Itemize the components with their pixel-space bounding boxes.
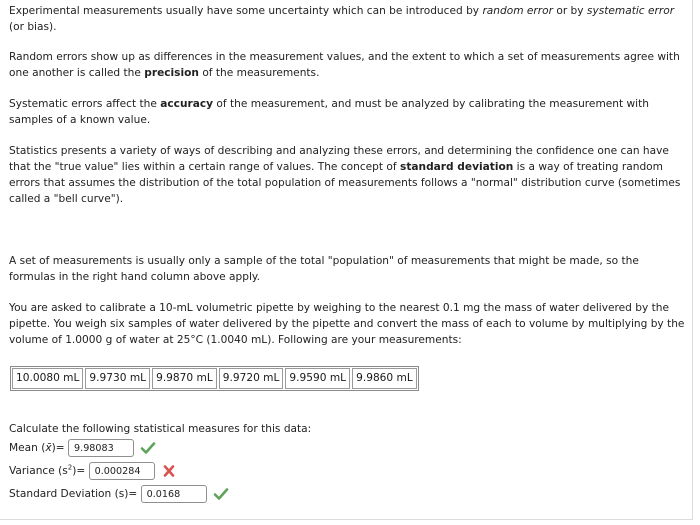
random-error-paragraph: Random errors show up as differences in the measurement values, and the extent to which a set of measurements agree with one another is called the precision of the measurements. bbox=[9, 51, 680, 79]
sd-row bbox=[9, 485, 229, 503]
sd-label: Standard Deviation (s)= bbox=[9, 488, 141, 500]
check-icon bbox=[213, 487, 229, 501]
sample-paragraph: A set of measurements is usually only a sample of the total "population" of measurements that might be made, so the formulas in the right hand column above apply. bbox=[9, 255, 639, 283]
mean-label: Mean (x̄)= bbox=[9, 442, 69, 454]
check-icon bbox=[140, 441, 156, 455]
measurements-table bbox=[10, 366, 419, 391]
measurement-cell: 9.9730 mL bbox=[85, 368, 150, 389]
task-paragraph: You are asked to calibrate a 10-mL volumetric pipette by weighing to the nearest 0.1 mg the mass of water delivered by the pipette. You weigh six samples of water delivered by the pipette and convert the mass of each to volume by multiplying by the volume of 1.0000 g of water at 25°C (1.0040 mL). Following are your measurements: bbox=[9, 302, 685, 346]
variance-label: Variance $(s^2)=$ bbox=[9, 463, 89, 477]
variance-row bbox=[9, 462, 177, 480]
statistics-paragraph: Statistics presents a variety of ways of describing and analyzing these errors, and determining the confidence one can have that the "true value" lies within a certain range of values. The concept of standard deviation is a way of treating random errors that assumes the distribution of the total population of measurements follows a "normal" distribution curve (sometimes called a "bell curve"). bbox=[9, 145, 681, 205]
measurement-cell: 9.9720 mL bbox=[219, 368, 284, 389]
intro-paragraph: Experimental measurements usually have some uncertainty which can be introduced by random error or by systematic error (or bias). bbox=[9, 5, 675, 33]
mean-row bbox=[9, 439, 156, 457]
systematic-error-paragraph: Systematic errors affect the accuracy of the measurement, and must be analyzed by calibrating the measurement with samples of a known value. bbox=[9, 98, 649, 126]
variance-input[interactable] bbox=[89, 462, 155, 480]
measurement-cell: 10.0080 mL bbox=[12, 368, 83, 389]
mean-input[interactable] bbox=[68, 439, 134, 457]
calc-prompt: Calculate the following statistical measures for this data: bbox=[9, 423, 312, 435]
measurement-cell: 9.9860 mL bbox=[352, 368, 417, 389]
measurement-cell: 9.9870 mL bbox=[152, 368, 217, 389]
cross-icon bbox=[161, 464, 177, 478]
measurement-cell: 9.9590 mL bbox=[285, 368, 350, 389]
sd-input[interactable] bbox=[141, 485, 207, 503]
